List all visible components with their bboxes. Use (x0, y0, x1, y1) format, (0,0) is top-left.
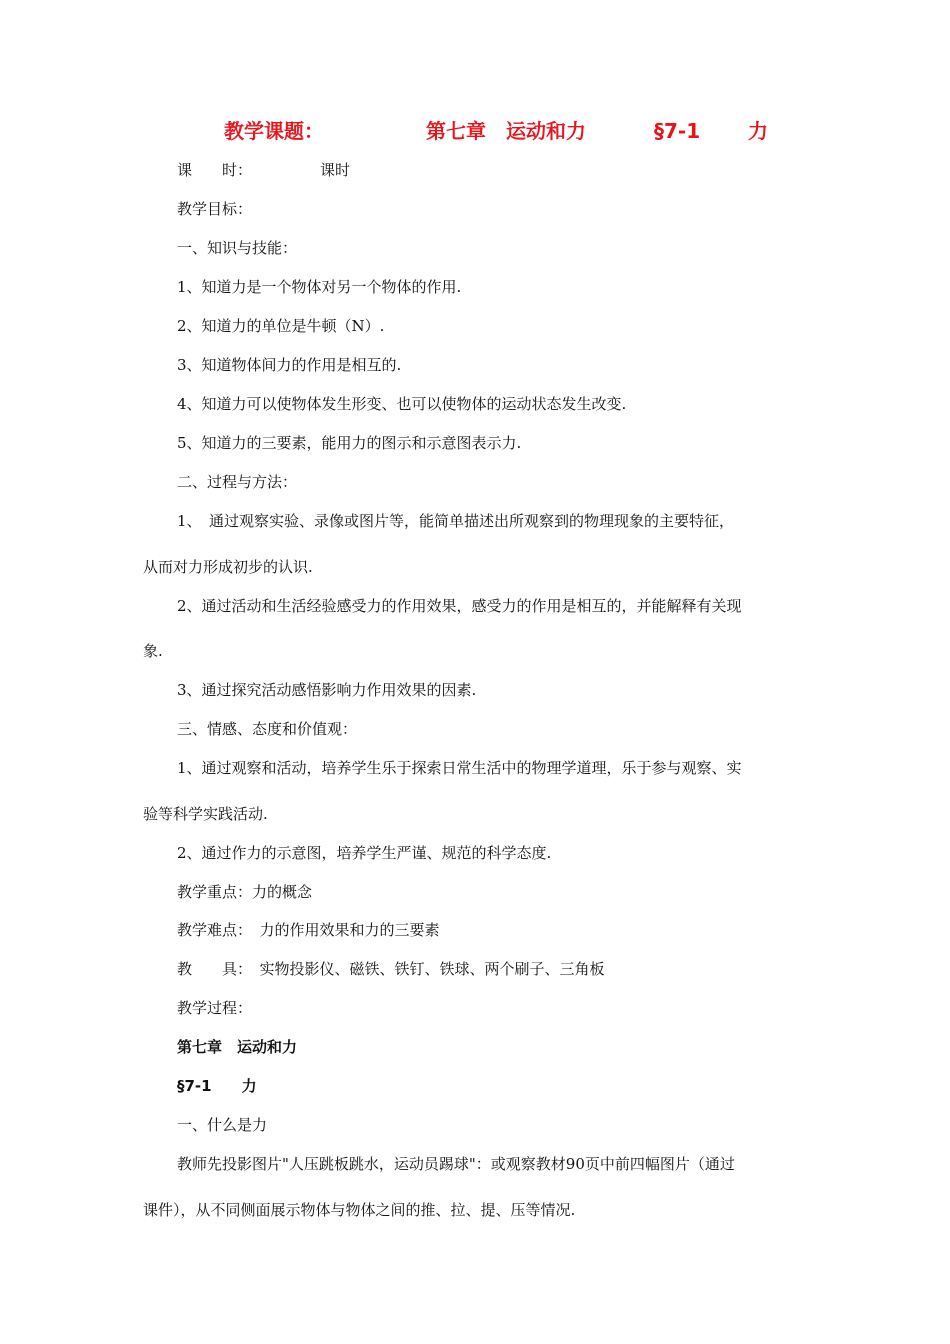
emotion-item-2: 2、通过作力的示意图，培养学生严谨、规范的科学态度. (177, 844, 552, 862)
knowledge-item: 5、知道力的三要素，能用力的图示和示意图表示力. (177, 434, 522, 452)
objectives-heading: 教学目标： (177, 200, 253, 218)
period-value: 课时 (320, 161, 351, 179)
title-topic: 力 (748, 119, 768, 143)
emotion-heading: 三、情感、态度和价值观： (177, 720, 358, 738)
process-heading: 二、过程与方法： (177, 473, 298, 491)
subheading: 一、什么是力 (177, 1116, 268, 1134)
title-label: 教学课题： (224, 119, 324, 143)
process-item-1-line-2: 从而对力形成初步的认识. (143, 558, 313, 576)
teaching-process-heading: 教学过程： (177, 999, 253, 1017)
process-item-3: 3、通过探究活动感悟影响力作用效果的因素. (177, 681, 477, 699)
knowledge-item: 2、知道力的单位是牛顿（N）. (177, 317, 385, 335)
paragraph-line-1: 教师先投影图片"人压跳板跳水，运动员踢球"：或观察教材90页中前四幅图片（通过 (177, 1155, 735, 1173)
emotion-item-1-line-2: 验等科学实践活动. (143, 805, 268, 823)
chapter-heading: 第七章 运动和力 (177, 1038, 298, 1056)
emotion-item-1-line-1: 1、通过观察和活动，培养学生乐于探索日常生活中的物理学道理，乐于参与观察、实 (177, 759, 742, 777)
knowledge-item: 4、知道力可以使物体发生形变、也可以使物体的运动状态发生改变. (177, 395, 627, 413)
process-item-2-line-2: 象. (143, 642, 163, 660)
difficulty: 教学难点： 力的作用效果和力的三要素 (177, 921, 440, 939)
teaching-tools: 教 具： 实物投影仪、磁铁、铁钉、铁球、两个刷子、三角板 (177, 960, 605, 978)
knowledge-item: 3、知道物体间力的作用是相互的. (177, 356, 402, 374)
process-item-2-line-1: 2、通过活动和生活经验感受力的作用效果，感受力的作用是相互的，并能解释有关现 (177, 597, 742, 615)
paragraph-line-2: 课件），从不同侧面展示物体与物体之间的推、拉、提、压等情况. (143, 1201, 576, 1219)
period-label: 课 时： (177, 161, 253, 179)
knowledge-item: 1、知道力是一个物体对另一个物体的作用. (177, 278, 462, 296)
title-section: §7-1 (654, 119, 701, 143)
knowledge-heading: 一、知识与技能： (177, 239, 298, 257)
process-item-1-line-1: 1、 通过观察实验、录像或图片等，能简单描述出所观察到的物理现象的主要特征， (177, 512, 735, 530)
title-chapter: 第七章 运动和力 (426, 119, 586, 143)
section-heading: §7-1 力 (177, 1077, 257, 1095)
key-point: 教学重点：力的概念 (177, 883, 313, 901)
